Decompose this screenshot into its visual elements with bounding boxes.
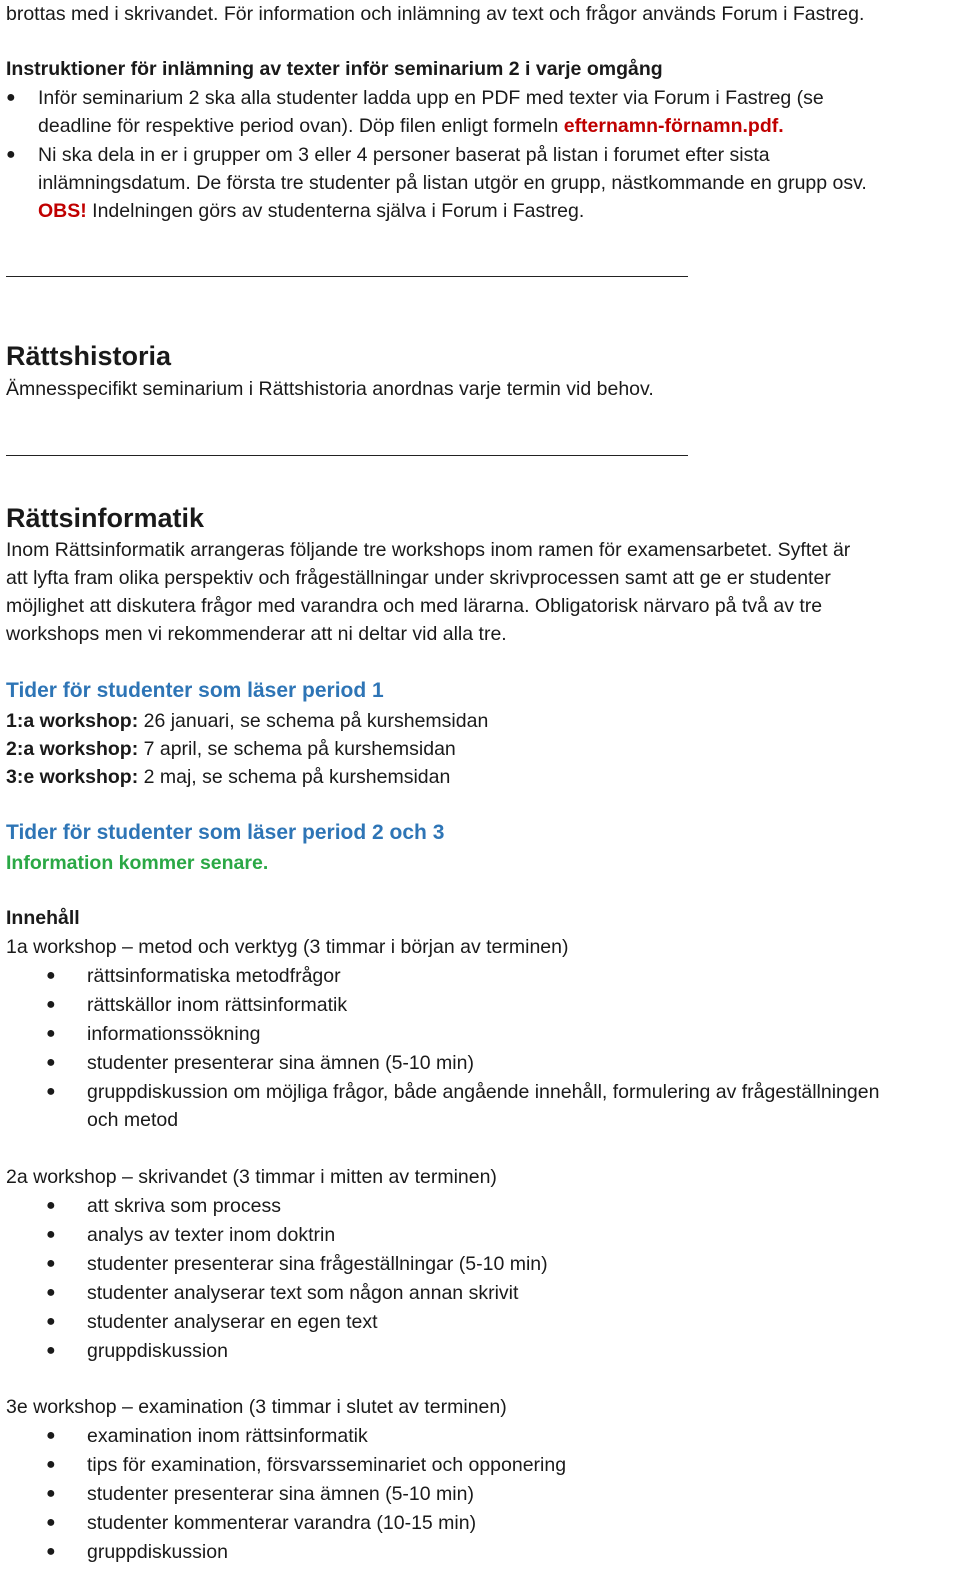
instructions-item-1-cont: deadline för respektive period ovan). Döp filen enligt formeln efternamn-förnamn.pdf. [38,115,784,137]
bullet-icon: ● [46,1485,56,1502]
obs-label: OBS! [38,200,87,222]
bullet-icon: ● [6,146,16,163]
section-divider [6,455,688,456]
ws1-item: gruppdiskussion om möjliga frågor, både angående innehåll, formulering av frågeställningen [87,1081,880,1103]
rattsinformatik-title: Rättsinformatik [6,503,205,533]
rattsinformatik-para-3: möjlighet att diskutera frågor med varandra och med lärarna. Obligatorisk närvaro på två av tre [6,595,823,617]
ws1-title: 1a workshop – metod och verktyg (3 timmar i början av terminen) [6,936,569,958]
ws3-item: gruppdiskussion [87,1541,228,1563]
workshop-3-date: 3:e workshop: 2 maj, se schema på kurshemsidan [6,766,451,788]
workshop-1-date: 1:a workshop: 26 januari, se schema på kurshemsidan [6,710,489,732]
rattshistoria-text: Ämnesspecifikt seminarium i Rättshistoria anordnas varje termin vid behov. [6,378,654,400]
intro-text: brottas med i skrivandet. För information och inlämning av text och frågor används Forum i Fastreg. [6,3,865,25]
bullet-icon: ● [6,89,16,106]
ws1-item: informationssökning [87,1023,261,1045]
ws2-item: studenter analyserar en egen text [87,1311,378,1333]
period23-heading: Tider för studenter som läser period 2 och 3 [6,821,445,844]
ws2-item: att skriva som process [87,1195,281,1217]
instructions-item-1: Inför seminarium 2 ska alla studenter ladda upp en PDF med texter via Forum i Fastreg (se [38,87,824,109]
ws2-item: studenter analyserar text som någon annan skrivit [87,1282,519,1304]
ws2-item: studenter presenterar sina frågeställningar (5-10 min) [87,1253,548,1275]
bullet-icon: ● [46,1427,56,1444]
ws2-item: analys av texter inom doktrin [87,1224,336,1246]
ws3-title: 3e workshop – examination (3 timmar i slutet av terminen) [6,1396,507,1418]
instructions-item-2: Ni ska dela in er i grupper om 3 eller 4 personer baserat på listan i forumet efter sista [38,144,770,166]
ws2-title: 2a workshop – skrivandet (3 timmar i mitten av terminen) [6,1166,497,1188]
instructions-heading: Instruktioner för inlämning av texter inför seminarium 2 i varje omgång [6,58,663,80]
bullet-icon: ● [46,1025,56,1042]
bullet-icon: ● [46,1342,56,1359]
bullet-icon: ● [46,1313,56,1330]
bullet-icon: ● [46,1083,56,1100]
bullet-icon: ● [46,967,56,984]
ws1-item: rättsinformatiska metodfrågor [87,965,341,987]
period1-heading: Tider för studenter som läser period 1 [6,679,384,702]
filename-formula: efternamn-förnamn.pdf. [563,115,784,137]
workshop-2-date: 2:a workshop: 7 april, se schema på kurshemsidan [6,738,456,760]
instructions-item-2-cont: inlämningsdatum. De första tre studenter på listan utgör en grupp, nästkommande en grupp osv. [38,172,867,194]
rattsinformatik-para-2: att lyfta fram olika perspektiv och frågeställningar under skrivprocessen samt att ge er studenter [6,567,831,589]
ws3-item: studenter presenterar sina ämnen (5-10 min) [87,1483,474,1505]
instructions-item-2-obs: OBS! Indelningen görs av studenterna själva i Forum i Fastreg. [38,200,585,222]
rattshistoria-title: Rättshistoria [6,341,172,371]
ws3-item: examination inom rättsinformatik [87,1425,368,1447]
rattsinformatik-para-1: Inom Rättsinformatik arrangeras följande tre workshops inom ramen för examensarbetet. Syftet är [6,539,851,561]
bullet-icon: ● [46,1456,56,1473]
ws1-item: studenter presenterar sina ämnen (5-10 min) [87,1052,474,1074]
section-divider [6,276,688,277]
bullet-icon: ● [46,1514,56,1531]
content-heading: Innehåll [6,907,80,929]
bullet-icon: ● [46,1284,56,1301]
bullet-icon: ● [46,1226,56,1243]
bullet-icon: ● [46,996,56,1013]
ws1-item: rättskällor inom rättsinformatik [87,994,348,1016]
ws2-item: gruppdiskussion [87,1340,228,1362]
ws3-item: tips för examination, försvarsseminariet och opponering [87,1454,567,1476]
bullet-icon: ● [46,1255,56,1272]
rattsinformatik-para-4: workshops men vi rekommenderar att ni deltar vid alla tre. [6,623,507,645]
bullet-icon: ● [46,1197,56,1214]
ws3-item: studenter kommenterar varandra (10-15 min) [87,1512,477,1534]
period23-info: Information kommer senare. [6,852,269,874]
ws1-item-cont: och metod [87,1109,179,1131]
bullet-icon: ● [46,1543,56,1560]
bullet-icon: ● [46,1054,56,1071]
